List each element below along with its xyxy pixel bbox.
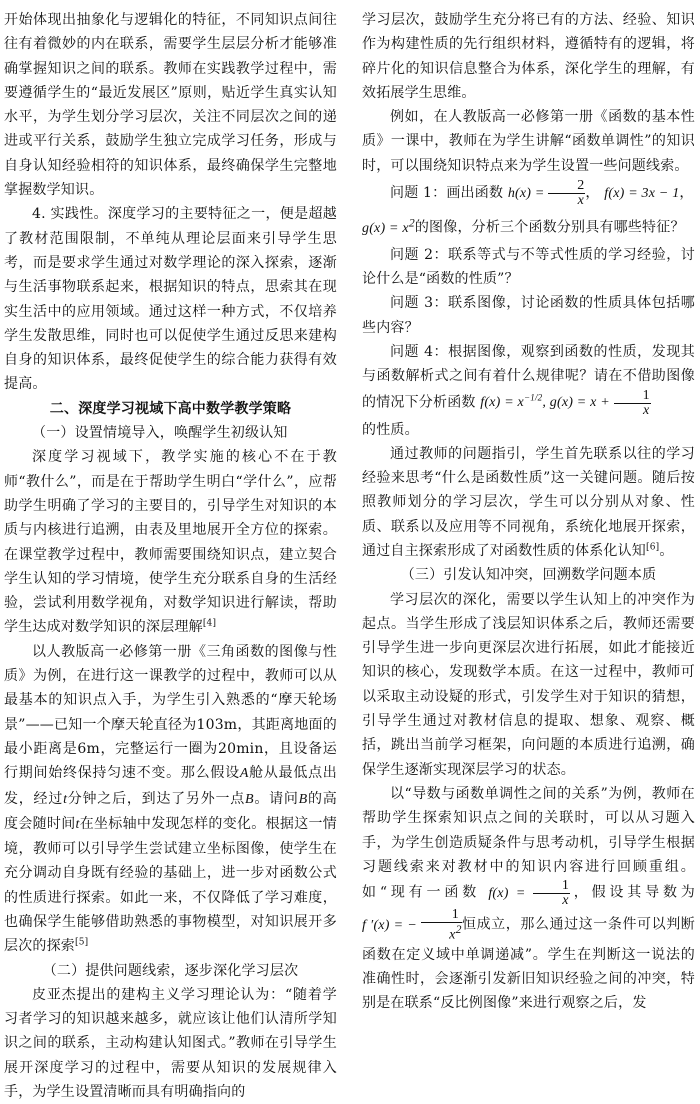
paragraph-text: 通过教师的问题指引，学生首先联系以往的学习经验来思考“什么是函数性质”这一关键问题。随后按照教师划分的学习层次，学生可以分别从对象、性质、联系以及应用等不同视角，系统化地展开探索，通过自主探索形成了对函数性质的体系化认知 bbox=[362, 445, 695, 559]
paragraph-text: 以人教版高一必修第一册《三角函数的图像与性质》为例，在进行这一课教学的过程中，教师可以从最基本的知识点入手，为学生引入熟悉的“摩天轮场景”——已知一个摩天轮直径为103m，其距离地面的最小距离是6m，完整运行一圈为20min，且设备运行期间始终保持匀速不变。那么假设 bbox=[4, 643, 337, 782]
math-var: B bbox=[245, 791, 254, 807]
paragraph: 皮亚杰提出的建构主义学习理论认为：“随着学习者学习的知识越来越多，就应该让他们认清所学知识之间的联系，主动构建认知图式。”教师在引导学生展开深度学习的过程中，需要从知识的发展规律入手，为学生设置清晰而具有明确指向的 bbox=[4, 986, 337, 1101]
left-column bbox=[4, 8, 337, 1104]
formula-h: h(x) = $\frac{2}{x}$ bbox=[507, 178, 585, 209]
question-1-cont bbox=[362, 209, 695, 243]
paragraph bbox=[362, 782, 695, 1016]
paragraph: 学习层次的深化，需要以学生认知上的冲突作为起点。当学生形成了浅层知识体系之后，教师还需要引导学生进一步向更深层次进行拓展，如此才能接近知识的核心，发现数学本质。在这一过程中，教师可以采取主动设疑的形式，引发学生对于知识的猜想，引导学生通过对教材信息的提取、想象、观察、概括，跳出当前学习框架，向问题的本质进行追溯，确保学生逐渐实现深层学习的状态。 bbox=[362, 591, 695, 778]
formula-g: $g(x) = x^2$ bbox=[362, 216, 415, 236]
paragraph: 开始体现出抽象化与逻辑化的特征，不同知识点间往往有着微妙的内在联系，需要学生层层分析才能够准确掌握知识之间的联系。教师在实践教学过程中，需要遵循学生的“最近发展区”原则，贴近学生真实认知水平，为学生划分学习层次，关注不同层次之间的递进或平行关系，鼓励学生独立完成学习任务，形成与自身认知经验相符的知识体系，最终确保学生完整地掌握数学知识。 bbox=[4, 12, 337, 199]
paragraph: 4. 实践性。深度学习的主要特征之一，便是超越了教材范围限制，不单纯从理论层面来引导学生思考，而是要求学生通过对数学理论的深入探索，逐渐与生活事物联系起来，根据知识的特点，思索其在现实生活中的应用领域。通过这样一种方式，不仅培养学生发散思维，同时也可以促使学生通过反思来建构自身的知识体系，最终促使学生的综合能力获得有效提高。 bbox=[4, 206, 337, 393]
formula-derivative: f ′(x) = − $\frac{1}{x^2}$ bbox=[362, 907, 462, 943]
formula-f: $f(x) = x^{-1/2}$, g(x) = x + $\frac{1}{x}$ bbox=[480, 387, 650, 418]
question-4 bbox=[362, 340, 695, 418]
math-var: t bbox=[75, 816, 80, 832]
question-2: 问题 2：联系等式与不等式性质的学习经验，讨论什么是“函数的性质”？ bbox=[362, 246, 695, 288]
paragraph-text: 问题 4：根据图像，观察到函数的性质，发现其与函数解析式之间有着什么规律呢？请在不借助图像的情况下分析函数 bbox=[362, 343, 695, 411]
paragraph-text: 恒成立，那么通过这一条件可以判断函数在定义域中单调递减”。学生在判断这一说法的准确性时，会逐渐引发新旧知识经验之间的冲突，特别是在联系“反比例图像”来进行观察之后，发 bbox=[362, 916, 696, 1012]
question-3: 问题 3：联系图像，讨论函数的性质具体包括哪些内容？ bbox=[362, 295, 695, 336]
paragraph-text: 深度学习视域下，教学实施的核心不在于教师“教什么”，而是在于帮助学生明白“学什么”，应帮助学生明确了学习的主要目的，引导学生对知识的本质与内核进行追溯，由表及里地展开全方位的探索。在课堂教学过程中，教师需要围绕知识点，建立契合学生认知的学习情境，使学生充分联系自身的生活经验，尝试利用数学视角，对数学知识进行解读，帮助学生达成对数学知识的深层理解 bbox=[4, 449, 337, 636]
paragraph: 的性质。 bbox=[362, 421, 419, 438]
paragraph-text: ，假设其导数为 bbox=[570, 884, 695, 901]
paragraph-text: 问题 1：画出函数 bbox=[390, 185, 504, 202]
math-var: t bbox=[63, 791, 68, 807]
paragraph-text: 的高度会随时间 bbox=[4, 790, 337, 832]
subsection-heading: （二）提供问题线索，逐步深化学习层次 bbox=[42, 962, 299, 979]
math-var: B bbox=[298, 791, 308, 807]
paragraph-text: 以“导数与函数单调性之间的关系”为例，教师在帮助学生探索知识点之间的关联时，可以从习题入手，为学生创造质疑条件与思考动机，引导学生根据习题线索来对教材中的知识内容进行回顾重组。如“现有一函数 bbox=[362, 785, 695, 901]
section-heading: 二、深度学习视域下高中数学教学策略 bbox=[49, 400, 292, 417]
math-var: A bbox=[239, 766, 249, 782]
paragraph-text: 的图像，分析三个函数分别具有哪些特征？ bbox=[414, 219, 685, 236]
citation: [6] bbox=[646, 542, 660, 553]
question-1: 问题 1：画出函数 h(x) = $\frac{2}{x}$ ， f(x) = 3x − 1， bbox=[390, 178, 694, 209]
paragraph-text: 。请问 bbox=[253, 790, 299, 807]
formula-f: f(x) = $\frac{1}{x}$ bbox=[488, 878, 570, 909]
paragraph bbox=[4, 640, 337, 959]
citation: [5] bbox=[75, 937, 89, 948]
paragraph-text: 舱从最低点出发，经过 bbox=[4, 765, 338, 807]
formula-f: f(x) = 3x − 1 bbox=[604, 186, 680, 202]
paragraph: 例如，在人教版高一必修第一册《函数的基本性质》一课中，教师在为学生讲解“函数单调性”的知识时，可以围绕知识特点来为学生设置一些问题线索。 bbox=[362, 109, 695, 174]
citation: [4] bbox=[202, 618, 217, 629]
paragraph bbox=[4, 445, 337, 639]
subsection-heading: （一）设置情境导入，唤醒学生初级认知 bbox=[32, 425, 288, 442]
paragraph: 通过教师的问题指引，学生首先联系以往的学习经验来思考“什么是函数性质”这一关键问题。随后按照教师划分的学习层次，学生可以分别从对象、性质、联系以及应用等不同视角，系统化地展开探索，通过自主探索形成了对函数性质的体系化认知[6]。 bbox=[362, 445, 695, 559]
paragraph-text: 分钟之后，到达了另外一点 bbox=[67, 790, 246, 807]
paragraph: 学习层次，鼓励学生充分将已有的方法、经验、知识作为构建性质的先行组织材料，遵循特有的逻辑，将碎片化的知识信息整合为体系，深化学生的理解，有效拓展学生思维。 bbox=[362, 12, 695, 101]
right-column bbox=[362, 8, 695, 1016]
subsection-heading: （三）引发认知冲突，回溯数学问题本质 bbox=[400, 567, 657, 584]
paragraph-text: 在坐标轴中发现怎样的变化。根据这一情境，教师可以引导学生尝试建立坐标图像，使学生在充分调动自身既有经验的基础上，进一步对函数公式的性质进行探索。如此一来，不仅降低了学习难度，也确保学生能够借助熟悉的事物模型，对知识展开多层次的探索 bbox=[4, 815, 337, 955]
